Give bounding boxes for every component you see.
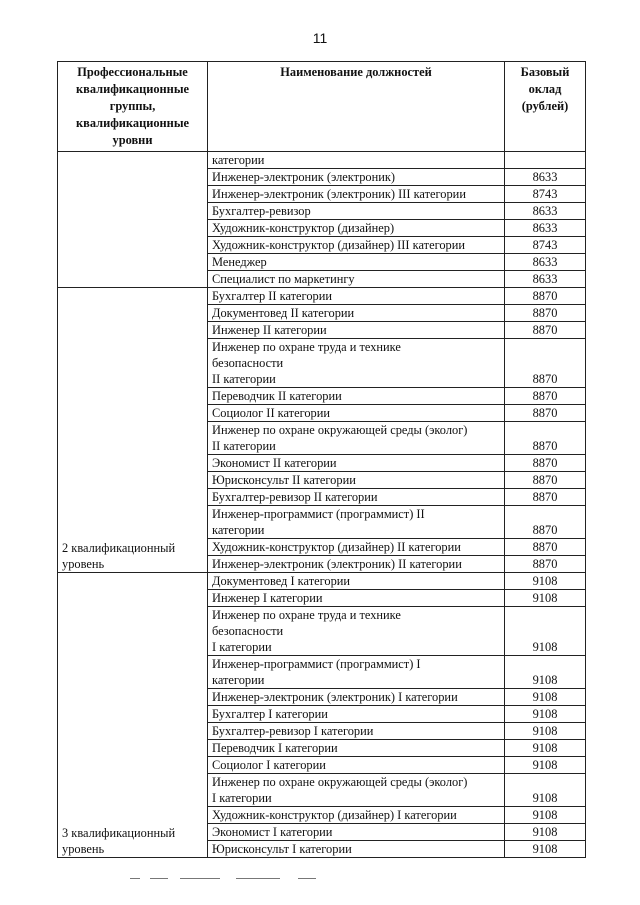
position-name: Инженер по охране труда и технике безопасности II категории [208,339,505,388]
base-salary: 8633 [505,169,586,186]
base-salary: 8743 [505,237,586,254]
position-name: Бухгалтер-ревизор I категории [208,723,505,740]
qualification-level: 3 квалификационный уровень [58,573,208,858]
position-name: Инженер-электроник (электроник) II категории [208,556,505,573]
position-name: Художник-конструктор (дизайнер) II категории [208,539,505,556]
position-name: Инженер-электроник (электроник) III категории [208,186,505,203]
base-salary: 8870 [505,305,586,322]
qualification-level [58,152,208,288]
base-salary: 9108 [505,573,586,590]
position-name: Инженер I категории [208,590,505,607]
position-name: Бухгалтер-ревизор II категории [208,489,505,506]
base-salary: 9108 [505,706,586,723]
base-salary: 9108 [505,607,586,656]
base-salary: 8633 [505,203,586,220]
position-name: Бухгалтер II категории [208,288,505,305]
qualification-level: 2 квалификационный уровень [58,288,208,573]
position-name: категории [208,152,505,169]
table-row [58,288,586,305]
table-row [58,573,586,590]
base-salary: 8870 [505,539,586,556]
header-position: Наименование должностей [208,62,505,152]
base-salary [505,152,586,169]
position-name: Художник-конструктор (дизайнер) III категории [208,237,505,254]
base-salary: 9108 [505,757,586,774]
base-salary: 9108 [505,656,586,689]
position-name: Бухгалтер-ревизор [208,203,505,220]
base-salary: 8870 [505,489,586,506]
base-salary: 9108 [505,740,586,757]
base-salary: 9108 [505,723,586,740]
position-name: Инженер по охране окружающей среды (эколог) II категории [208,422,505,455]
base-salary: 9108 [505,774,586,807]
base-salary: 8870 [505,339,586,388]
position-name: Инженер-электроник (электроник) [208,169,505,186]
position-name: Инженер по охране окружающей среды (эколог) I категории [208,774,505,807]
base-salary: 8870 [505,506,586,539]
position-name: Художник-конструктор (дизайнер) [208,220,505,237]
position-name: Переводчик I категории [208,740,505,757]
position-name: Инженер по охране труда и технике безопасности I категории [208,607,505,656]
table-row [58,152,586,169]
header-row [58,62,586,152]
base-salary: 8870 [505,388,586,405]
base-salary: 8870 [505,405,586,422]
base-salary: 8870 [505,422,586,455]
position-name: Документовед II категории [208,305,505,322]
base-salary: 9108 [505,590,586,607]
base-salary: 8870 [505,472,586,489]
page-number: 11 [312,30,328,46]
base-salary: 8870 [505,455,586,472]
base-salary: 9108 [505,689,586,706]
base-salary: 8633 [505,271,586,288]
base-salary: 9108 [505,824,586,841]
position-name: Менеджер [208,254,505,271]
base-salary: 8633 [505,220,586,237]
base-salary: 9108 [505,841,586,858]
position-name: Переводчик II категории [208,388,505,405]
base-salary: 9108 [505,807,586,824]
scan-artifact [150,878,168,879]
base-salary: 8870 [505,322,586,339]
position-name: Экономист II категории [208,455,505,472]
scan-artifact [236,878,280,879]
table-header [58,62,586,152]
position-name: Специалист по маркетингу [208,271,505,288]
position-name: Экономист I категории [208,824,505,841]
position-name: Юрисконсульт II категории [208,472,505,489]
base-salary: 8633 [505,254,586,271]
position-name: Инженер II категории [208,322,505,339]
position-name: Художник-конструктор (дизайнер) I категории [208,807,505,824]
header-group: Профессиональные квалификационные группы, квалификационные уровни [58,62,208,152]
base-salary: 8743 [505,186,586,203]
position-name: Инженер-программист (программист) II категории [208,506,505,539]
base-salary: 8870 [505,556,586,573]
scan-artifact [130,878,140,879]
scan-artifact [298,878,316,879]
position-name: Социолог I категории [208,757,505,774]
position-name: Документовед I категории [208,573,505,590]
position-name: Инженер-электроник (электроник) I категории [208,689,505,706]
position-name: Социолог II категории [208,405,505,422]
scan-artifact [180,878,220,879]
position-name: Инженер-программист (программист) I категории [208,656,505,689]
position-name: Юрисконсульт I категории [208,841,505,858]
base-salary: 8870 [505,288,586,305]
salary-table [57,61,586,858]
table-body [58,152,586,858]
position-name: Бухгалтер I категории [208,706,505,723]
header-salary: Базовый оклад (рублей) [505,62,586,152]
